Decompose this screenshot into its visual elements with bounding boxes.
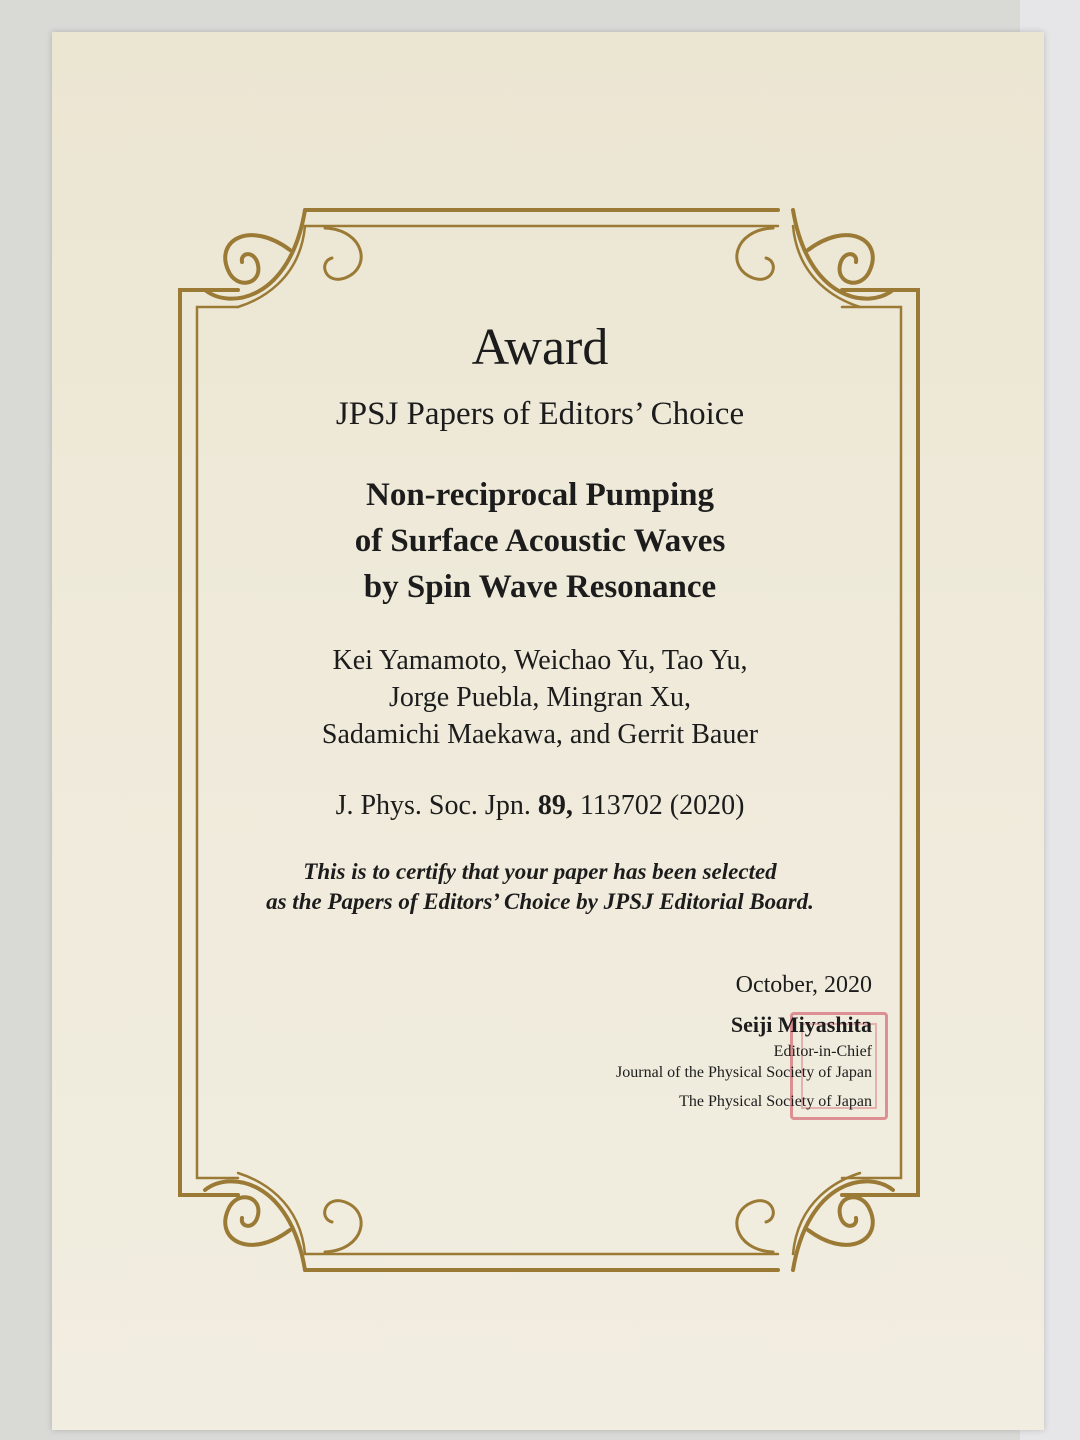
authors-line: Jorge Puebla, Mingran Xu, <box>389 682 691 713</box>
signer-name: Seiji Miyashita <box>730 1012 872 1037</box>
citation <box>0 790 1080 822</box>
authors-line: Sadamichi Maekawa, and Gerrit Bauer <box>321 719 759 750</box>
citation-volume: 89, <box>537 790 573 821</box>
citation-journal: J. Phys. Soc. Jpn. <box>335 790 531 821</box>
citation-article-year: 113702 (2020) <box>579 790 745 821</box>
paper-title <box>0 472 1080 610</box>
statement-line: This is to certify that your paper has been selected <box>303 859 777 884</box>
authors-line: Kei Yamamoto, Weichao Yu, Tao Yu, <box>332 645 748 676</box>
signer-society: The Physical Society of Japan <box>679 1093 872 1110</box>
paper-title-line: Non-reciprocal Pumping <box>365 477 715 513</box>
award-date: October, 2020 <box>735 972 872 998</box>
certification-statement <box>0 857 1080 917</box>
statement-line: as the Papers of Editors’ Choice by JPSJ Editorial Board. <box>266 889 814 914</box>
paper-title-line: by Spin Wave Resonance <box>363 569 717 605</box>
award-heading: Award <box>471 319 609 376</box>
authors <box>0 642 1080 753</box>
paper-title-line: of Surface Acoustic Waves <box>354 523 726 559</box>
signer-role: Editor-in-Chief <box>773 1043 872 1060</box>
award-subtitle: JPSJ Papers of Editors’ Choice <box>335 396 745 432</box>
signer-journal: Journal of the Physical Society of Japan <box>616 1064 872 1081</box>
